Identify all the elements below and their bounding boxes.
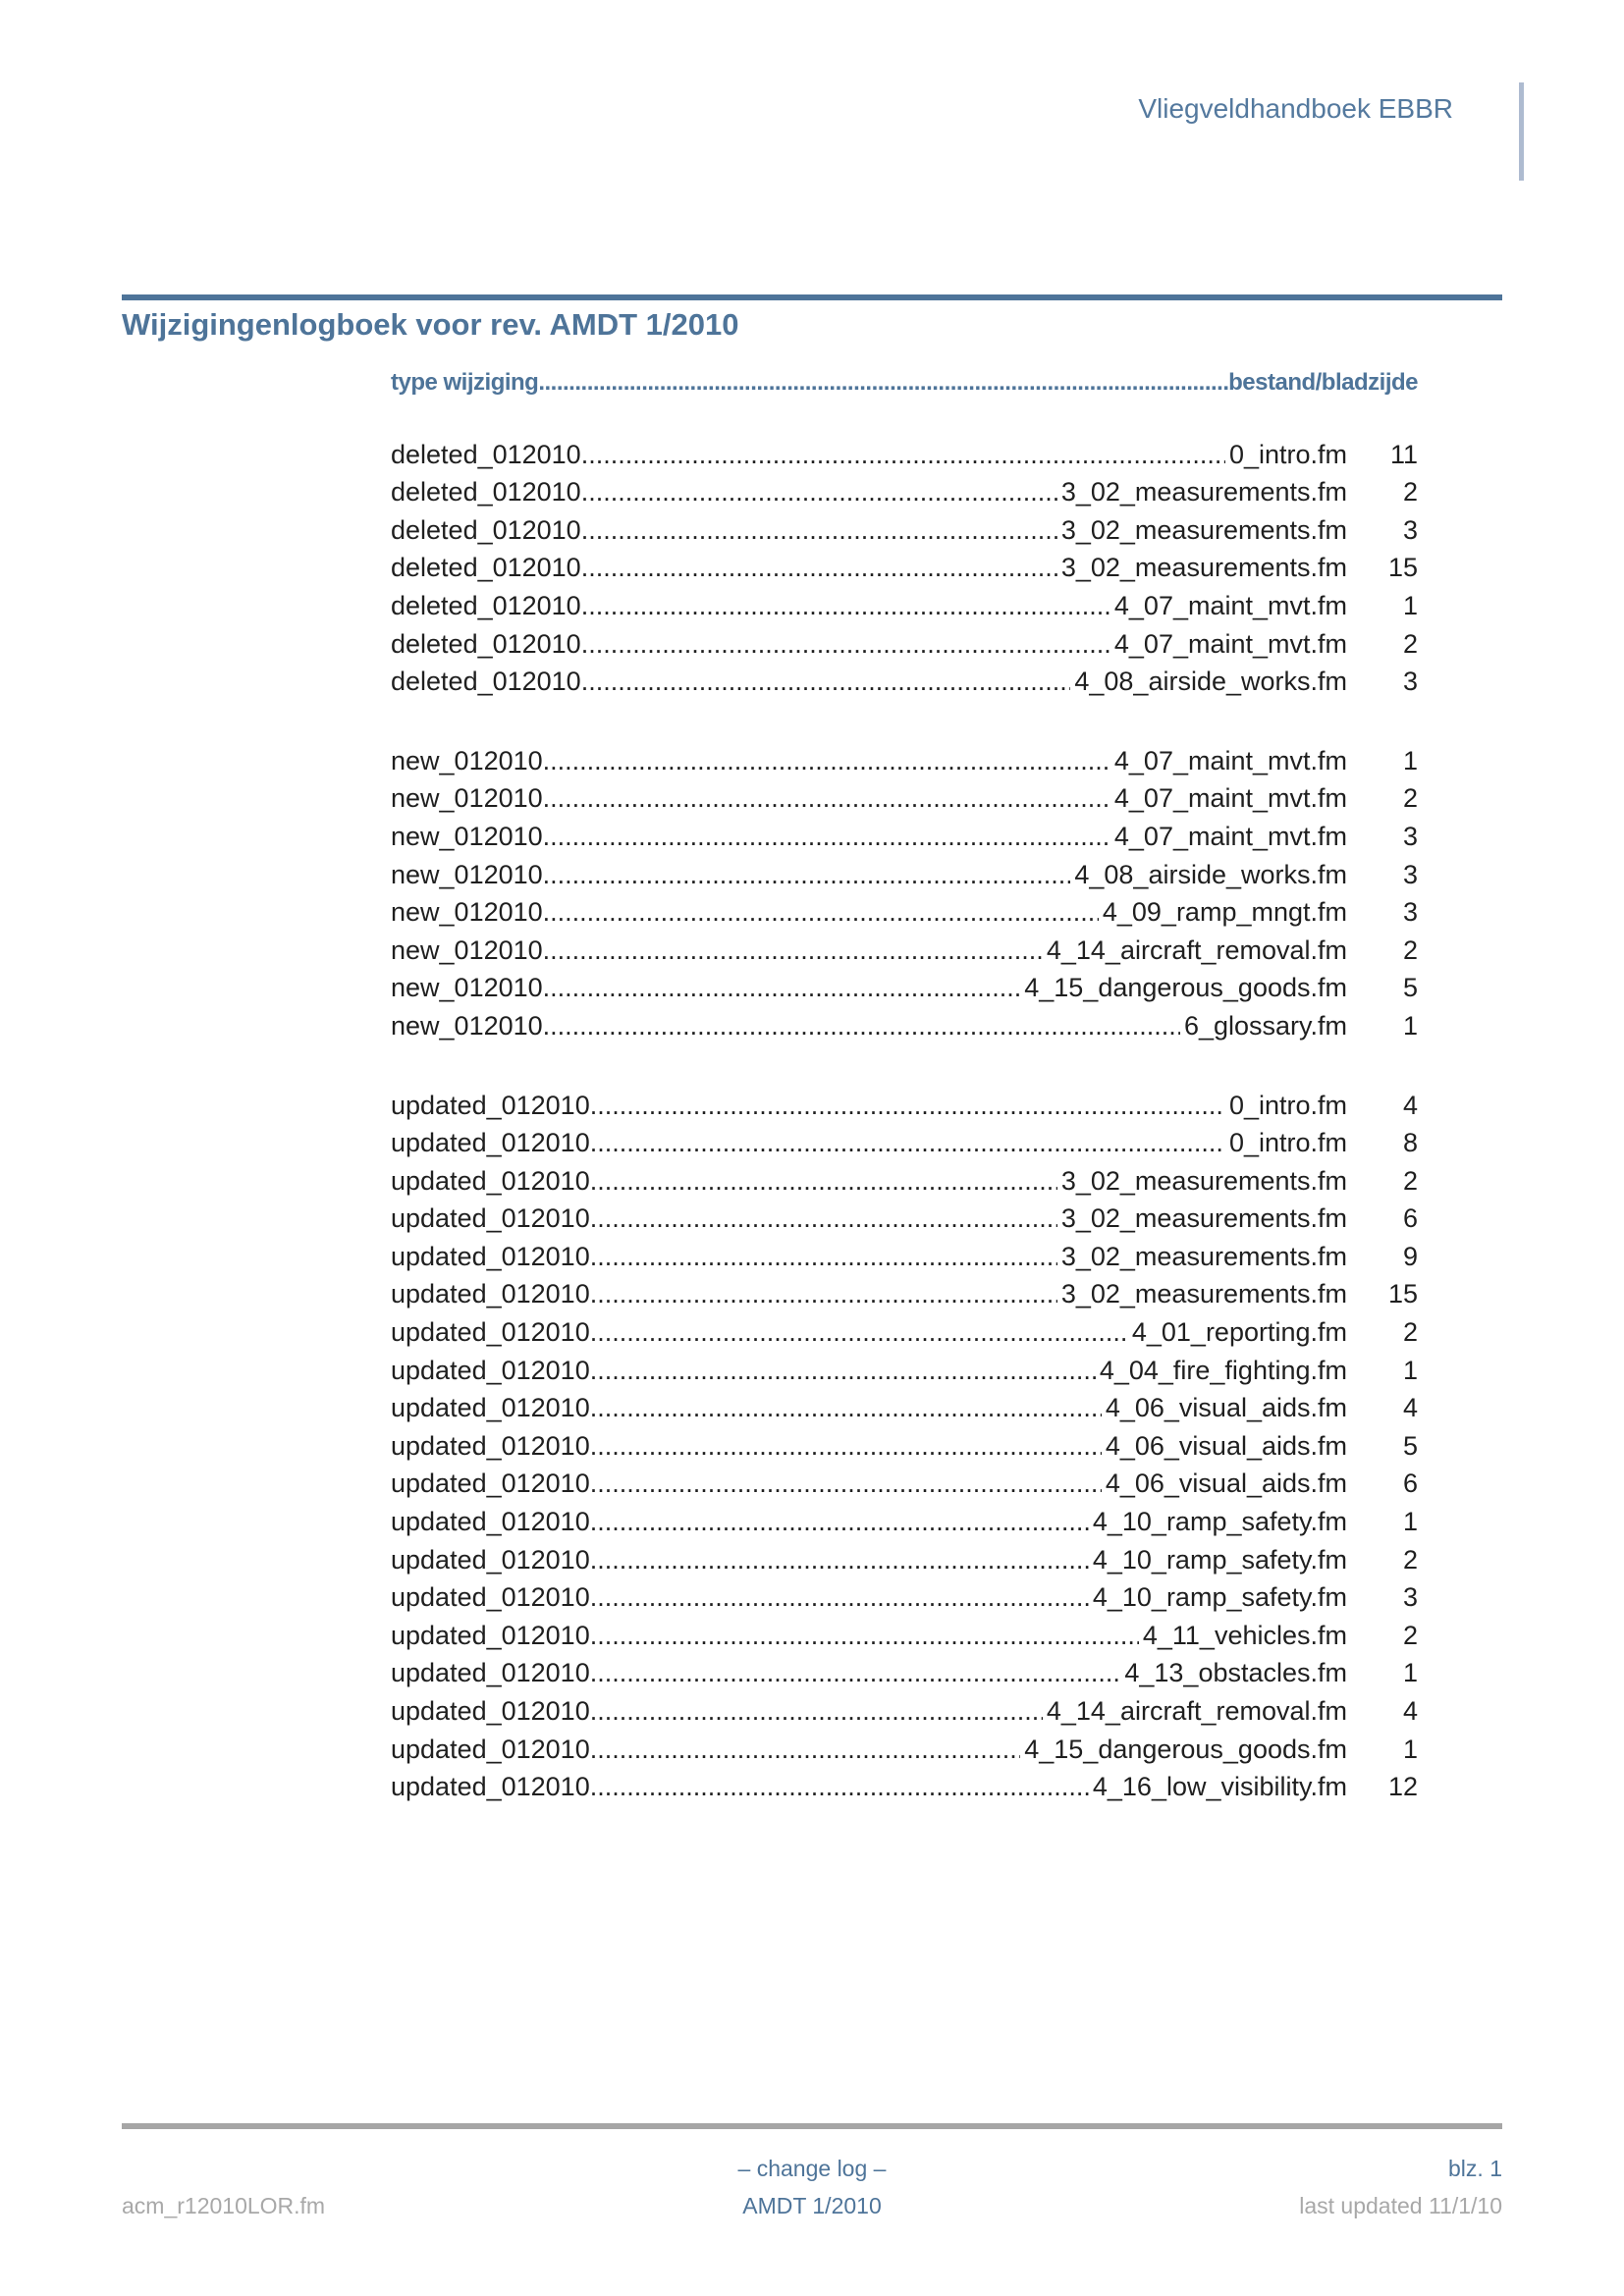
row-page-number: 8 — [1402, 1128, 1418, 1158]
row-change-type: updated_012010 — [391, 1734, 590, 1764]
row-leader-dots — [590, 1578, 1089, 1617]
row-leader-dots — [543, 742, 1110, 780]
row-change-type: new_012010 — [391, 1010, 543, 1041]
row-leader-dots — [590, 1162, 1057, 1201]
row-page-number: 6 — [1402, 1468, 1418, 1499]
row-change-type: deleted_012010 — [391, 514, 581, 545]
row-page-number: 2 — [1402, 628, 1418, 659]
row-file-name: 4_08_airside_works.fm — [1074, 859, 1347, 889]
row-file-name: 4_01_reporting.fm — [1131, 1317, 1347, 1348]
row-file-name: 4_07_maint_mvt.fm — [1113, 590, 1347, 620]
table-row — [391, 1275, 1418, 1313]
row-file-name: 4_14_aircraft_removal.fm — [1046, 1696, 1347, 1726]
row-page-number: 1 — [1402, 1507, 1418, 1537]
table-row — [391, 1465, 1418, 1503]
row-page-number: 2 — [1402, 934, 1418, 965]
page-title: Wijzigingenlogboek voor rev. AMDT 1/2010 — [122, 307, 739, 342]
table-row — [391, 625, 1418, 664]
row-leader-dots — [590, 1503, 1089, 1541]
row-change-type: updated_012010 — [391, 1355, 590, 1385]
row-leader-dots — [590, 1389, 1102, 1427]
row-file-name: 0_intro.fm — [1228, 1090, 1347, 1120]
row-file-name: 4_15_dangerous_goods.fm — [1024, 973, 1347, 1003]
footer-amdt-label: AMDT 1/2010 — [742, 2193, 882, 2218]
change-table-body — [391, 436, 1418, 1806]
row-leader-dots — [590, 1465, 1102, 1503]
row-page-number: 3 — [1402, 514, 1418, 545]
table-row — [391, 1654, 1418, 1692]
row-page-number: 1 — [1402, 745, 1418, 775]
row-file-name: 4_10_ramp_safety.fm — [1092, 1582, 1347, 1613]
row-leader-dots — [581, 511, 1057, 550]
row-page-number: 15 — [1387, 1279, 1418, 1309]
table-row — [391, 1731, 1418, 1769]
table-row — [391, 1087, 1418, 1125]
row-file-name: 0_intro.fm — [1228, 1128, 1347, 1158]
row-page-number: 2 — [1402, 477, 1418, 507]
row-leader-dots — [581, 473, 1057, 511]
footer-page-number: blz. 1 — [1448, 2156, 1502, 2181]
footer-last-updated: last updated 11/1/10 — [1299, 2193, 1502, 2218]
row-file-name: 4_08_airside_works.fm — [1074, 667, 1347, 697]
table-row — [391, 1238, 1418, 1276]
row-change-type: updated_012010 — [391, 1165, 590, 1196]
row-change-type: updated_012010 — [391, 1279, 590, 1309]
row-change-type: new_012010 — [391, 973, 543, 1003]
row-page-number: 1 — [1402, 1734, 1418, 1764]
row-change-type: updated_012010 — [391, 1507, 590, 1537]
row-file-name: 4_13_obstacles.fm — [1124, 1658, 1347, 1688]
row-leader-dots — [581, 625, 1110, 664]
row-change-type: new_012010 — [391, 783, 543, 814]
row-change-type: deleted_012010 — [391, 439, 581, 469]
title-rule — [122, 294, 1502, 300]
table-row — [391, 1503, 1418, 1541]
row-page-number: 3 — [1402, 667, 1418, 697]
row-leader-dots — [590, 1768, 1089, 1806]
table-row — [391, 742, 1418, 780]
row-change-type: deleted_012010 — [391, 553, 581, 583]
table-row — [391, 932, 1418, 970]
table-row — [391, 587, 1418, 625]
row-leader-dots — [543, 856, 1071, 894]
row-leader-dots — [543, 932, 1043, 970]
row-leader-dots — [590, 1617, 1139, 1655]
row-page-number: 4 — [1402, 1090, 1418, 1120]
row-leader-dots — [543, 1007, 1180, 1045]
table-row — [391, 1541, 1418, 1579]
row-file-name: 4_16_low_visibility.fm — [1092, 1772, 1347, 1802]
footer-rule — [122, 2123, 1502, 2129]
row-change-type: updated_012010 — [391, 1772, 590, 1802]
table-row — [391, 1200, 1418, 1238]
row-page-number: 12 — [1387, 1772, 1418, 1802]
row-change-type: new_012010 — [391, 934, 543, 965]
row-page-number: 1 — [1402, 590, 1418, 620]
table-row — [391, 1617, 1418, 1655]
table-row — [391, 1578, 1418, 1617]
row-change-type: updated_012010 — [391, 1468, 590, 1499]
row-leader-dots — [590, 1352, 1096, 1390]
table-row — [391, 1124, 1418, 1162]
table-row — [391, 1389, 1418, 1427]
table-row — [391, 779, 1418, 818]
change-section-new — [391, 742, 1418, 1045]
row-leader-dots — [590, 1654, 1121, 1692]
row-leader-dots — [590, 1731, 1021, 1769]
row-file-name: 3_02_measurements.fm — [1060, 553, 1347, 583]
row-file-name: 3_02_measurements.fm — [1060, 1279, 1347, 1309]
row-file-name: 4_10_ramp_safety.fm — [1092, 1544, 1347, 1575]
row-change-type: deleted_012010 — [391, 477, 581, 507]
row-change-type: new_012010 — [391, 821, 543, 851]
row-page-number: 1 — [1402, 1010, 1418, 1041]
row-file-name: 3_02_measurements.fm — [1060, 1165, 1347, 1196]
row-file-name: 4_07_maint_mvt.fm — [1113, 821, 1347, 851]
row-file-name: 4_06_visual_aids.fm — [1105, 1430, 1347, 1461]
row-file-name: 4_06_visual_aids.fm — [1105, 1393, 1347, 1423]
table-row — [391, 436, 1418, 474]
table-row — [391, 818, 1418, 856]
row-page-number: 9 — [1402, 1241, 1418, 1271]
row-leader-dots — [581, 663, 1071, 701]
table-row — [391, 1352, 1418, 1390]
row-change-type: updated_012010 — [391, 1582, 590, 1613]
row-page-number: 2 — [1402, 1620, 1418, 1650]
row-page-number: 2 — [1402, 783, 1418, 814]
table-row — [391, 549, 1418, 587]
row-file-name: 0_intro.fm — [1228, 439, 1347, 469]
row-page-number: 2 — [1402, 1165, 1418, 1196]
row-page-number: 4 — [1402, 1393, 1418, 1423]
row-page-number: 2 — [1402, 1317, 1418, 1348]
row-file-name: 4_09_ramp_mngt.fm — [1102, 897, 1347, 928]
row-file-name: 4_07_maint_mvt.fm — [1113, 628, 1347, 659]
row-file-name: 6_glossary.fm — [1183, 1010, 1347, 1041]
footer-filename: acm_r12010LOR.fm — [122, 2193, 326, 2218]
table-row — [391, 1427, 1418, 1466]
row-page-number: 3 — [1402, 897, 1418, 928]
row-change-type: updated_012010 — [391, 1128, 590, 1158]
row-change-type: updated_012010 — [391, 1696, 590, 1726]
table-row — [391, 1692, 1418, 1731]
row-change-type: updated_012010 — [391, 1241, 590, 1271]
row-leader-dots — [581, 436, 1225, 474]
table-column-header — [391, 364, 1418, 402]
row-file-name: 4_14_aircraft_removal.fm — [1046, 934, 1347, 965]
row-file-name: 3_02_measurements.fm — [1060, 1241, 1347, 1271]
change-section-updated — [391, 1087, 1418, 1806]
type-column-label: type wijziging — [391, 369, 539, 396]
row-change-type: updated_012010 — [391, 1544, 590, 1575]
row-leader-dots — [590, 1275, 1057, 1313]
row-change-type: updated_012010 — [391, 1317, 590, 1348]
file-page-column-label: bestand/bladzijde — [1228, 369, 1418, 396]
row-change-type: deleted_012010 — [391, 667, 581, 697]
row-page-number: 11 — [1389, 439, 1418, 469]
row-file-name: 4_06_visual_aids.fm — [1105, 1468, 1347, 1499]
change-section-deleted — [391, 436, 1418, 701]
row-change-type: updated_012010 — [391, 1430, 590, 1461]
row-change-type: updated_012010 — [391, 1090, 590, 1120]
row-change-type: new_012010 — [391, 745, 543, 775]
row-page-number: 3 — [1402, 859, 1418, 889]
table-row — [391, 893, 1418, 932]
row-leader-dots — [543, 969, 1021, 1007]
header-leader-dots — [538, 364, 1228, 402]
row-leader-dots — [590, 1238, 1057, 1276]
row-file-name: 4_04_fire_fighting.fm — [1099, 1355, 1347, 1385]
table-row — [391, 1313, 1418, 1352]
table-row — [391, 663, 1418, 701]
footer-change-log-label: – change log – — [737, 2156, 887, 2181]
table-row — [391, 856, 1418, 894]
row-file-name: 4_11_vehicles.fm — [1142, 1620, 1347, 1650]
table-row — [391, 1162, 1418, 1201]
table-row — [391, 511, 1418, 550]
change-log-table — [391, 364, 1418, 1806]
row-leader-dots — [590, 1124, 1225, 1162]
row-change-type: updated_012010 — [391, 1203, 590, 1234]
row-leader-dots — [590, 1087, 1225, 1125]
header-divider-bar — [1519, 82, 1524, 181]
row-page-number: 5 — [1402, 973, 1418, 1003]
row-change-type: updated_012010 — [391, 1620, 590, 1650]
table-row — [391, 1007, 1418, 1045]
row-page-number: 2 — [1402, 1544, 1418, 1575]
row-leader-dots — [543, 779, 1110, 818]
row-leader-dots — [590, 1541, 1089, 1579]
row-page-number: 1 — [1402, 1355, 1418, 1385]
row-change-type: updated_012010 — [391, 1393, 590, 1423]
row-change-type: new_012010 — [391, 859, 543, 889]
row-page-number: 3 — [1402, 1582, 1418, 1613]
row-file-name: 4_10_ramp_safety.fm — [1092, 1507, 1347, 1537]
row-page-number: 4 — [1402, 1696, 1418, 1726]
row-leader-dots — [543, 893, 1099, 932]
row-change-type: updated_012010 — [391, 1658, 590, 1688]
row-leader-dots — [581, 587, 1110, 625]
row-leader-dots — [590, 1427, 1102, 1466]
row-file-name: 3_02_measurements.fm — [1060, 514, 1347, 545]
row-file-name: 4_07_maint_mvt.fm — [1113, 783, 1347, 814]
row-file-name: 3_02_measurements.fm — [1060, 1203, 1347, 1234]
table-row — [391, 473, 1418, 511]
row-page-number: 6 — [1402, 1203, 1418, 1234]
running-header-title: Vliegveldhandboek EBBR — [1138, 93, 1453, 124]
row-leader-dots — [590, 1692, 1043, 1731]
row-change-type: new_012010 — [391, 897, 543, 928]
row-page-number: 5 — [1402, 1430, 1418, 1461]
row-leader-dots — [581, 549, 1057, 587]
row-page-number: 3 — [1402, 821, 1418, 851]
row-file-name: 4_15_dangerous_goods.fm — [1024, 1734, 1347, 1764]
row-page-number: 1 — [1402, 1658, 1418, 1688]
row-file-name: 3_02_measurements.fm — [1060, 477, 1347, 507]
table-row — [391, 969, 1418, 1007]
row-leader-dots — [590, 1313, 1128, 1352]
table-row — [391, 1768, 1418, 1806]
row-change-type: deleted_012010 — [391, 628, 581, 659]
row-leader-dots — [543, 818, 1110, 856]
row-page-number: 15 — [1387, 553, 1418, 583]
row-change-type: deleted_012010 — [391, 590, 581, 620]
row-leader-dots — [590, 1200, 1057, 1238]
row-file-name: 4_07_maint_mvt.fm — [1113, 745, 1347, 775]
